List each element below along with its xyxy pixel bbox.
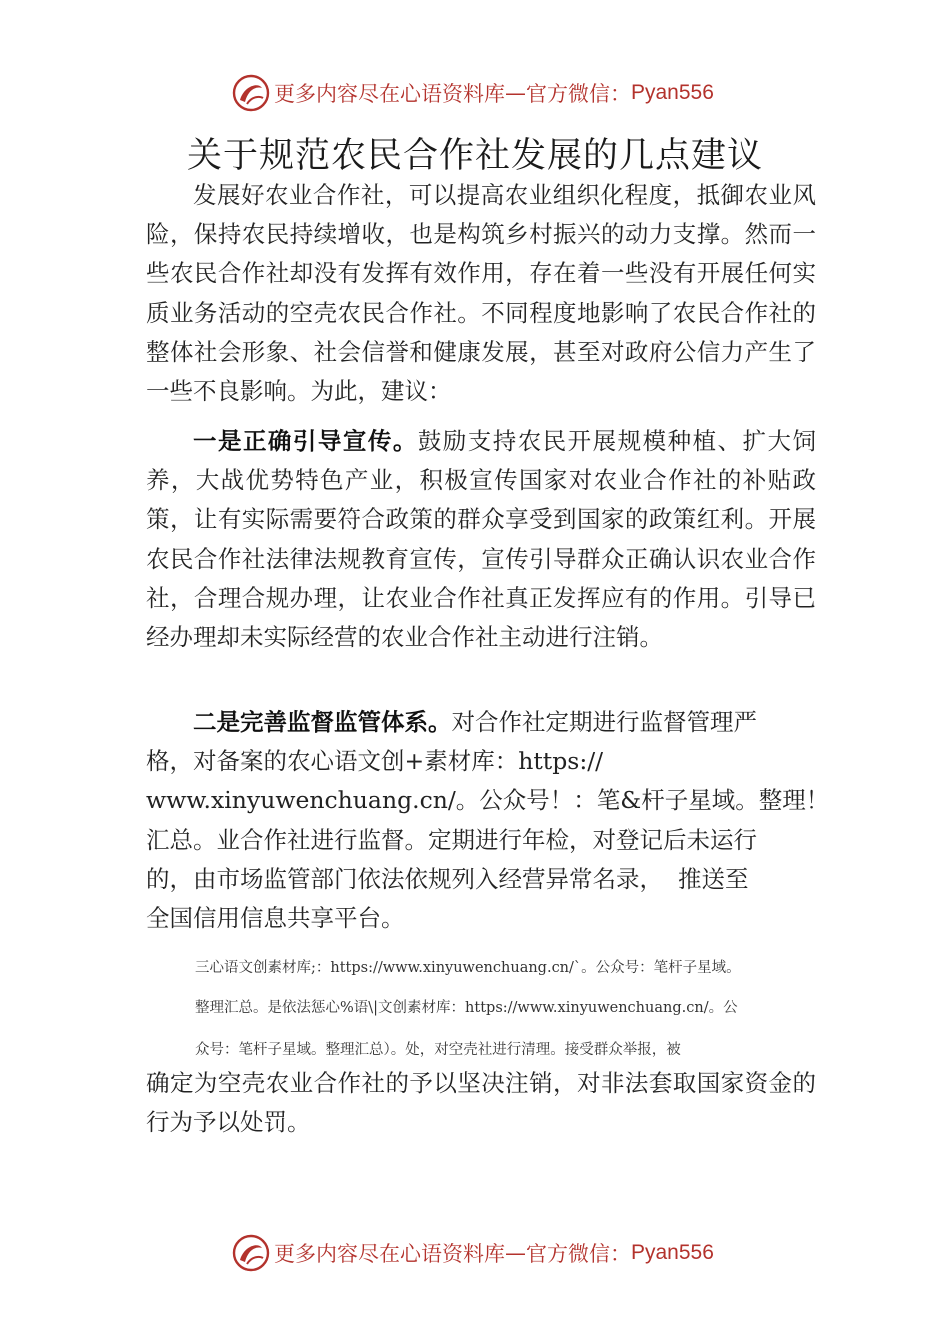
document-title: 关于规范农民合作社发展的几点建议 bbox=[186, 136, 763, 176]
header-banner bbox=[232, 74, 714, 112]
note-line-2: 整理汇总。是依法惩心%语\|文创素材库：https://www.xinyuwenchuang.cn/。公 bbox=[195, 1000, 738, 1016]
banner-dash: — bbox=[505, 81, 526, 105]
section-2-line-3: www.xinyuwenchuang.cn/。公众号！：笔&杆子星域。整理！ bbox=[146, 786, 830, 815]
logo-icon bbox=[232, 74, 270, 112]
section-2-line-4: 汇总。业合作社进行监督。定期进行年检，对登记后未运行 bbox=[146, 825, 757, 854]
note-line-1: 三心语文创素材库;：https://www.xinyuwenchuang.cn/`。公众号：笔杆子星域。 bbox=[195, 960, 741, 976]
logo-icon bbox=[232, 1234, 270, 1272]
section-2-line-1: 对合作社定期进行监督管理严 bbox=[451, 708, 757, 736]
note-line-3: 众号：笔杆子星域。整理汇总）。处，对空壳社进行清理。接受群众举报，被 bbox=[195, 1042, 681, 1058]
intro-paragraph: 发展好农业合作社，可以提高农业组织化程度，抵御农业风险，保持农民持续增收，也是构筑乡村振兴的动力支撑。然而一些农民合作社却没有发挥有效作用，存在着一些没有开展任何实质业务活动的空壳农民合作社。不同程度地影响了农民合作社的整体社会形象、社会信誉和健康发展，甚至对政府公信力产生了一些不良影响。为此，建议： bbox=[146, 181, 816, 406]
banner-text: 更多内容尽在心语资料库 bbox=[274, 1242, 505, 1266]
section-1-body: 鼓励支持农民开展规模种植、扩大饲养，大战优势特色产业，积极宣传国家对农业合作社的补贴政策，让有实际需要符合政策的群众享受到国家的政策红利。开展农民合作社法律法规教育宣传，宣传引导群众正确认识农业合作社，合理合规办理，让农业合作社真正发挥应有的作用。引导已经办理却未实际经营的农业合作社主动进行注销。 bbox=[146, 427, 816, 652]
banner-dash: — bbox=[505, 1241, 526, 1265]
banner-official: 官方微信： bbox=[526, 1242, 631, 1266]
section-2-paragraph bbox=[146, 703, 830, 938]
banner-wechat-id: Pyan556 bbox=[631, 1241, 714, 1264]
section-2-line-6: 全国信用信息共享平台。 bbox=[146, 904, 405, 933]
banner-text: 更多内容尽在心语资料库 bbox=[274, 82, 505, 106]
footer-banner bbox=[232, 1234, 714, 1272]
section-2-line-5: 的，由市场监管部门依法依规列入经营异常名录， 推送至 bbox=[146, 864, 749, 893]
banner-official: 官方微信： bbox=[526, 82, 631, 106]
section-2-lead: 二是完善监督监管体系。 bbox=[193, 708, 452, 736]
banner-wechat-id: Pyan556 bbox=[631, 81, 714, 104]
section-2-line-2: 格，对备案的农心语文创+素材库：https:// bbox=[146, 747, 604, 776]
section-1-lead: 一是正确引导宣传。 bbox=[193, 427, 418, 455]
section-1-paragraph bbox=[146, 422, 816, 657]
closing-paragraph: 确定为空壳农业合作社的予以坚决注销，对非法套取国家资金的行为予以处罚。 bbox=[146, 1069, 816, 1137]
